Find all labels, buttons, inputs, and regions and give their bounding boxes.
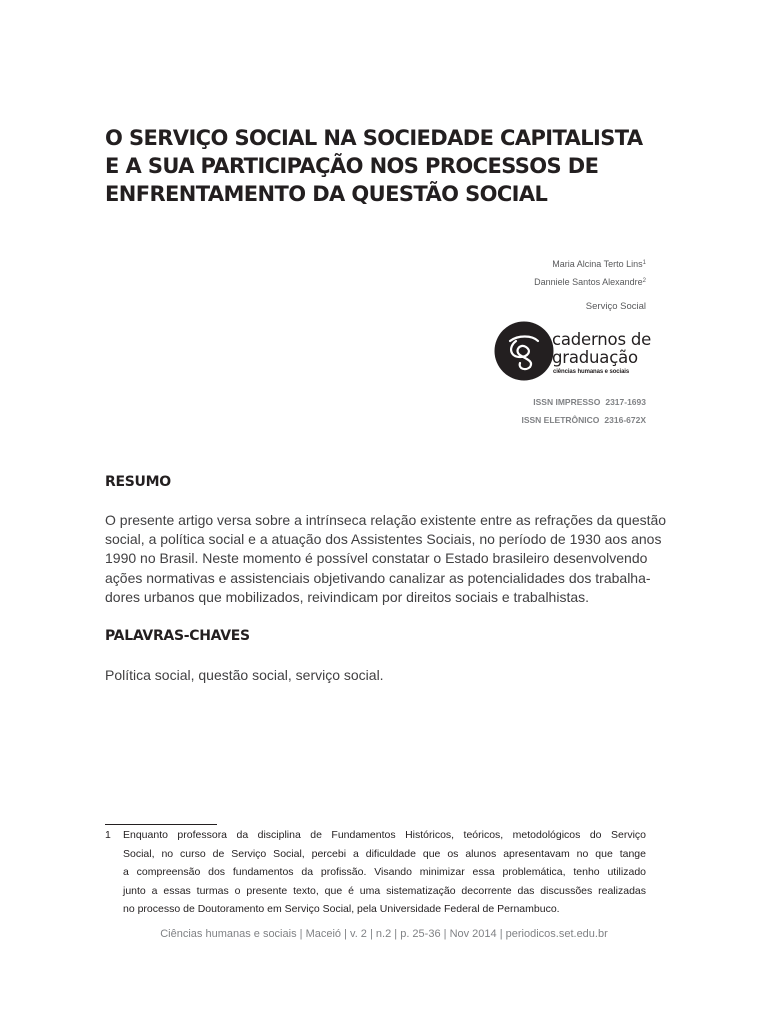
footer-pages: | p. 25-36: [391, 928, 440, 940]
abstract-line: ações normativas e assistenciais objetivando canalizar as potencialidades dos trabalha-: [105, 569, 651, 586]
footnote-divider: [105, 824, 217, 825]
footnote-line: no processo de Doutoramento em Serviço Social, pela Universidade Federal de Pernambuco.: [123, 903, 560, 916]
author-name: Danniele Santos Alexandre: [534, 277, 643, 287]
title-line: O SERVIÇO SOCIAL NA SOCIEDADE CAPITALISTA: [105, 126, 643, 150]
footnote-line: Enquanto professora da disciplina de Fundamentos Históricos, teóricos, metodológicos do Serviço: [123, 829, 646, 841]
author: [534, 255, 646, 273]
issn-print: [521, 393, 646, 411]
abstract-line: 1990 no Brasil. Neste momento é possível constatar o Estado brasileiro desenvolvendo: [105, 550, 648, 567]
journal-logo: [494, 320, 654, 384]
abstract-heading: RESUMO: [105, 474, 171, 490]
footer-website-link[interactable]: | periodicos.set.edu.br: [497, 928, 608, 940]
logo-text-line-2: graduação: [552, 348, 638, 367]
author-name: Maria Alcina Terto Lins: [552, 259, 643, 269]
footer-volume: | v. 2: [341, 928, 367, 940]
footnote-line: Social, no curso de Serviço Social, percebi a dificuldade que os alunos apresentavam no que tange: [123, 847, 646, 860]
abstract-line: O presente artigo versa sobre a intrínseca relação existente entre as refrações da questão: [105, 512, 667, 528]
footnote-line: a compreensão dos fundamentos da profissão. Visando minimizar essa problemática, tenho utilizado: [123, 866, 646, 879]
footnote: [105, 826, 646, 919]
footnote-number: 1: [105, 829, 111, 841]
footer-date: | Nov 2014: [441, 928, 497, 940]
footer-issue: | n.2: [367, 928, 391, 940]
subject-area: Serviço Social: [585, 301, 646, 312]
abstract-body: [105, 511, 667, 607]
logo-tagline: ciências humanas e sociais: [553, 369, 630, 375]
author: [534, 273, 646, 291]
journal-logo-icon: [494, 321, 554, 381]
issn-label: ISSN IMPRESSO: [533, 397, 601, 407]
footnote-line: junto a essas turmas o presente texto, que é uma sistematização decorrente das discussões realizadas: [123, 884, 646, 897]
author-footnote-marker[interactable]: 2: [642, 278, 646, 284]
footer-section: Ciências humanas e sociais: [160, 928, 297, 940]
issn-block: [521, 393, 646, 429]
issn-number: 2317-1693: [605, 397, 646, 407]
footnote-text: [123, 826, 646, 919]
title-line: E A SUA PARTICIPAÇÃO NOS PROCESSOS DE: [105, 154, 599, 178]
keywords-text: Política social, questão social, serviço social.: [105, 667, 384, 683]
issn-electronic: [521, 411, 646, 429]
author-list: [534, 255, 646, 291]
footer-city: | Maceió: [297, 928, 341, 940]
title-line: ENFRENTAMENTO DA QUESTÃO SOCIAL: [105, 182, 548, 206]
logo-text-line-1: cadernos de: [552, 330, 652, 349]
article-title: [105, 124, 705, 208]
author-footnote-marker[interactable]: 1: [642, 260, 646, 266]
abstract-line: dores urbanos que mobilizados, reivindicam por direitos sociais e trabalhistas.: [105, 588, 590, 605]
keywords-heading: PALAVRAS-CHAVES: [105, 628, 250, 644]
page-footer: [0, 928, 768, 940]
abstract-line: social, a política social e a atuação dos Assistentes Sociais, no período de 1930 aos anos: [105, 531, 662, 548]
issn-label: ISSN ELETRÔNICO: [521, 415, 600, 425]
issn-number: 2316-672X: [604, 415, 646, 425]
